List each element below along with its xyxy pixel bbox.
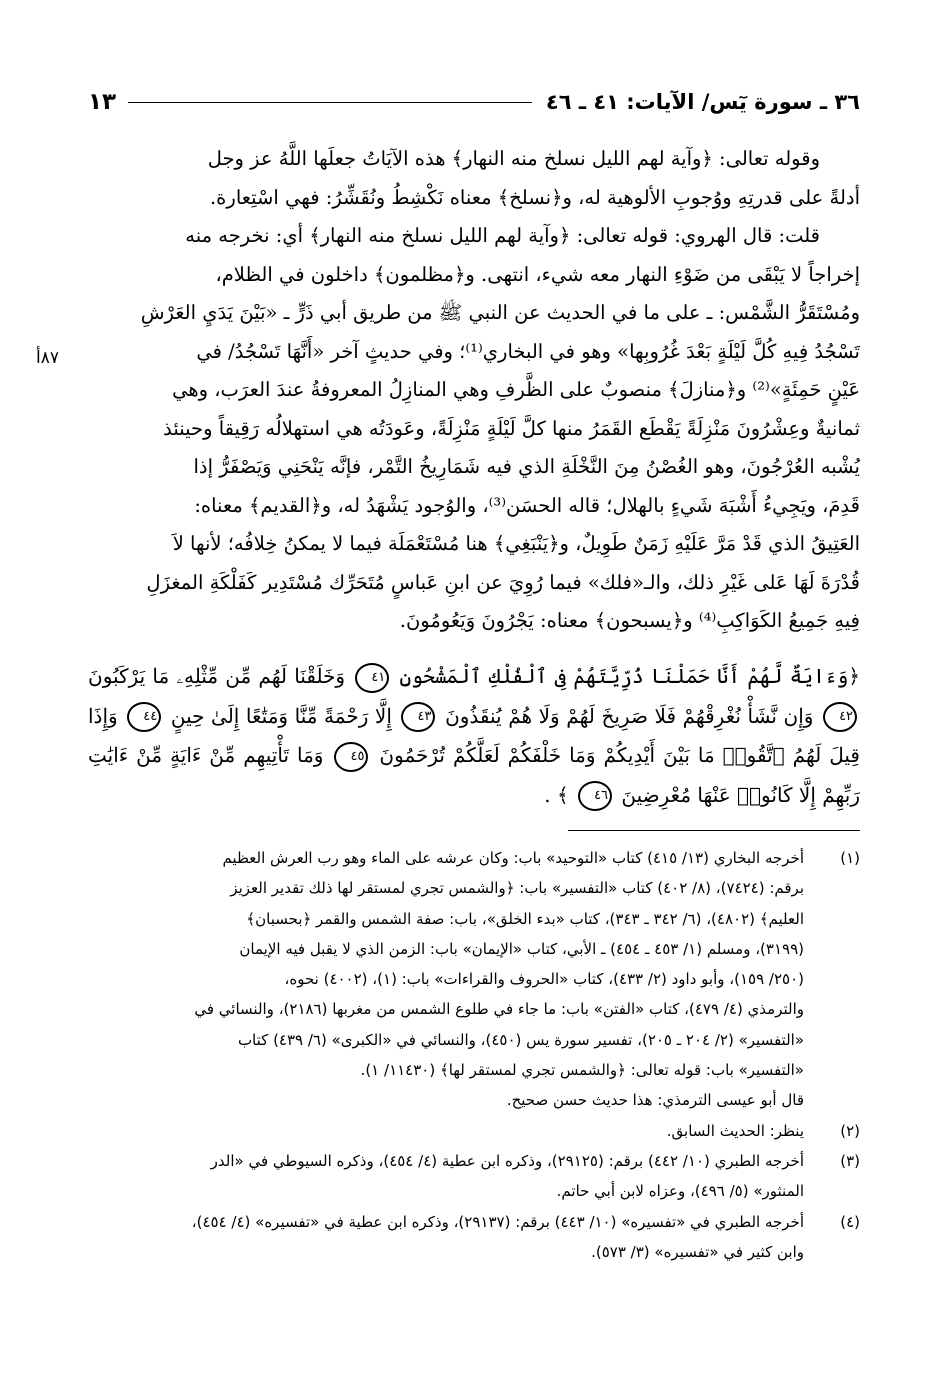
header-title: ٣٦ ـ سورة يٓس/ الآيات: ٤١ ـ ٤٦ bbox=[545, 90, 860, 114]
footnote-number: (٤) bbox=[840, 1212, 860, 1231]
footnote-number: (١) bbox=[840, 849, 860, 867]
footnotes bbox=[88, 843, 860, 1267]
body-line: قُدْرَةَ لَهَا عَلى غَيْرِ ذلك، والـ«فلك» فيما رُوِيَ عن ابنِ عَباسٍ مُتَحَرِّك مُسْتَدِير كَفَلْكَةِ المغزَلِ bbox=[146, 570, 860, 594]
footnote-line: العليم﴾ (٤٨٠٢)، (٦/ ٣٤٢ ـ ٣٤٣)، كتاب «بدء الخلق»، باب: صفة الشمس والقمر ﴿بحسبان﴾ bbox=[246, 909, 804, 928]
ayah-number-marker: ٤٣ bbox=[401, 702, 435, 732]
verse-text: إِلَّا رَحْمَةً مِّنَّا وَمَتَٰعًا إِلَىٰ حِينٍ bbox=[170, 703, 392, 728]
footnote bbox=[88, 843, 860, 1116]
footnote-line: أخرجه الطبري في «تفسيره» (١٠/ ٤٤٣) برقم: (٢٩١٣٧)، وذكره ابن عطية في «تفسيره» (٤/ ٤٥٤)، bbox=[191, 1212, 804, 1231]
footnote-separator bbox=[568, 830, 860, 831]
ayah-number-marker: ٤٢ bbox=[823, 702, 857, 732]
commentary-text bbox=[88, 140, 860, 641]
verse-text: وَإِذَا قِيلَ لَهُمُ ٱتَّقُوا۟ مَا بَيْنَ أَيْدِيكُمْ وَمَا خَلْفَكُمْ لَعَلَّكُمْ تُرْحَمُونَ bbox=[88, 703, 860, 767]
footnote-line: «التفسير» (٢/ ٢٠٤ ـ ٢٠٥)، تفسير سورة يس (٤٥٠)، والنسائي في «الكبرى» (٦/ ٤٣٩) كتاب bbox=[237, 1030, 804, 1049]
footnote-line: «التفسير» باب: قوله تعالى: ﴿والشمس تجري لمستقر لها﴾ (١١٤٣٠/ ١). bbox=[360, 1061, 804, 1080]
manuscript-folio-note: ٨٧أ bbox=[36, 348, 59, 368]
footnote-line: المنثور» (٥/ ٤٩٦)، وعزاه لابن أبي حاتم. bbox=[556, 1182, 804, 1201]
body-line: العَتِيقُ الذي قَدْ مَرَّ عَلَيْهِ زَمَنٌ طَوِيلٌ، و﴿يَنْبَغِي﴾ هنا مُسْتَعْمَلَة فيما لا يمكنُ خِلافُه؛ لأنها لاَ bbox=[172, 532, 860, 555]
verse-text: وَخَلَقْنَا لَهُم مِّن مِّثْلِهِۦ مَا يَرْكَبُونَ bbox=[88, 664, 346, 688]
footnote-line: قال أبو عيسى الترمذي: هذا حديث حسن صحيح. bbox=[506, 1091, 804, 1110]
page-number: ١٣ bbox=[88, 89, 117, 115]
body-line: وقوله تعالى: ﴿وآية لهم الليل نسلخ منه النهار﴾ هذه الآيَاتُ جعلَها اللَّهُ عز وجل bbox=[207, 147, 820, 170]
verse-text: وَمَا تَأْتِيهِم مِّنْ ءَايَةٍ مِّنْ ءَايَٰتِ رَبِّهِمْ إِلَّا كَانُوا۟ عَنْهَا مُعْرِضِينَ bbox=[88, 743, 860, 807]
body-line: ثمانيةٌ وعِشْرُونَ مَنْزِلَةً يَقْطَع القَمَرُ منها كلَّ لَيْلَةٍ مَنْزِلَةً، وعَودَتُه هي استهلالُه رَقِيقاً وحينئذ bbox=[163, 416, 860, 440]
footnote bbox=[88, 1207, 860, 1268]
body-line: ومُسْتَقَرُّ الشَّمْس: ـ على ما في الحديث عن النبي ﷺ من طريق أبي ذَرٍّ ـ «بَيْنَ يَدَيِ العَرْشِ bbox=[140, 301, 860, 324]
verse-closing: ﴾ . bbox=[544, 782, 569, 807]
body-line: إخراجاً لا يَبْقَى من ضَوْءِ النهار معه شيء، انتهى. و﴿مظلمون﴾ داخلون في الظلام، bbox=[215, 262, 860, 286]
body-line: عَيْنٍ حَمِئَةٍ»⁽²⁾ و﴿منازلَ﴾ منصوبٌ على الظَّرفِ وهي المنازِلُ المعروفةُ عندَ العرَب، وهي bbox=[172, 378, 860, 401]
quran-verses bbox=[88, 657, 860, 815]
ayah-number-marker: ٤٤ bbox=[127, 702, 161, 732]
footnote bbox=[88, 1116, 860, 1146]
header-rule bbox=[128, 102, 532, 103]
footnote-line: وابن كثير في «تفسيره» (٣/ ٥٧٣). bbox=[591, 1242, 804, 1261]
ayah-number-marker: ٤٦ bbox=[578, 781, 612, 811]
footnote bbox=[88, 1146, 860, 1207]
footnote-line: أخرجه الطبري (١٠/ ٤٤٢) برقم: (٢٩١٢٥)، وذكره ابن عطية (٤/ ٤٥٤)، وذكره السيوطي في «الدر bbox=[210, 1151, 804, 1170]
ayah-number-marker: ٤٥ bbox=[334, 742, 368, 772]
footnote-line: (٣١٩٩)، ومسلم (١/ ٤٥٣ ـ ٤٥٤) ـ الأبي، كتاب «الإيمان» باب: الزمن الذي لا يقبل فيه الإيمان bbox=[239, 939, 804, 958]
footnote-line: أخرجه البخاري (١٣/ ٤١٥) كتاب «التوحيد» باب: وكان عرشه على الماء وهو رب العرش العظيم bbox=[222, 849, 804, 867]
body-line: فِيهِ جَمِيعُ الكَوَاكِبِ⁽⁴⁾ و﴿يسبحون﴾ معناه: يَجْرُونَ وَيَعُومُونَ. bbox=[399, 609, 860, 632]
footnote-line: ينظر: الحديث السابق. bbox=[666, 1121, 804, 1140]
verse-text: وَإِن نَّشَأْ نُغْرِقْهُمْ فَلَا صَرِيخَ لَهُمْ وَلَا هُمْ يُنقَذُونَ bbox=[445, 703, 814, 728]
verse-text: ﴿وَءَايَةٌ لَّهُمْ أَنَّا حَمَلْنَا ذُرِّيَّتَهُمْ فِى ٱلْفُلْكِ ٱلْمَشْحُونِ bbox=[399, 664, 861, 688]
footnote-line: (٢٥٠/ ١٥٩)، وأبو داود (٢/ ٤٣٣)، كتاب «الحروف والقراءات» باب: (١)، (٤٠٠٢) نحوه، bbox=[284, 970, 804, 989]
footnote-number: (٢) bbox=[840, 1121, 860, 1140]
body-line: تَسْجُدُ فِيهِ كُلَّ لَيْلَةٍ بَعْدَ غُرُوبِها» وهو في البخاري⁽¹⁾؛ وفي حديثٍ آخر «أَنَّهَا تَسْجُدُ/ في bbox=[196, 339, 860, 363]
body-line: قلت: قال الهروي: قوله تعالى: ﴿وآية لهم الليل نسلخ منه النهار﴾ أي: نخرجه منه bbox=[185, 224, 820, 247]
footnote-line: برقم: (٧٤٢٤)، (٨/ ٤٠٢) كتاب «التفسير» باب: ﴿والشمس تجري لمستقر لها ذلك تقدير العزيز bbox=[230, 879, 804, 898]
body-line: يُشْبه العُرْجُونَ، وهو الغُصْنُ مِنَ النَّخْلَةِ الذي فيه شَمَارِيخُ التَّمْر، فإنَّه يَنْحَنِي وَيَصْفَرُّ إذا bbox=[193, 455, 860, 478]
body-line: أدلةً على قدرتِهِ ووُجوبِ الألوهية له، و﴿نسلخ﴾ معناه نَكْشِطُ ونُقَشِّرُ: فهي اسْتِعارة. bbox=[209, 185, 860, 209]
body-line: قَدِمَ، ويَجِيءُ أَشْبَهَ شَيءٍ بالهلال؛ قاله الحسَن⁽³⁾، والوُجود يَشْهَدُ له، و﴿القديم﴾ معناه: bbox=[194, 493, 860, 517]
running-header bbox=[88, 84, 860, 120]
footnote-number: (٣) bbox=[840, 1151, 860, 1170]
footnote-line: والترمذي (٤/ ٤٧٩)، كتاب «الفتن» باب: ما جاء في طلوع الشمس من مغربها (٢١٨٦)، والنسائي في bbox=[194, 1000, 804, 1019]
ayah-number-marker: ٤١ bbox=[355, 663, 389, 693]
